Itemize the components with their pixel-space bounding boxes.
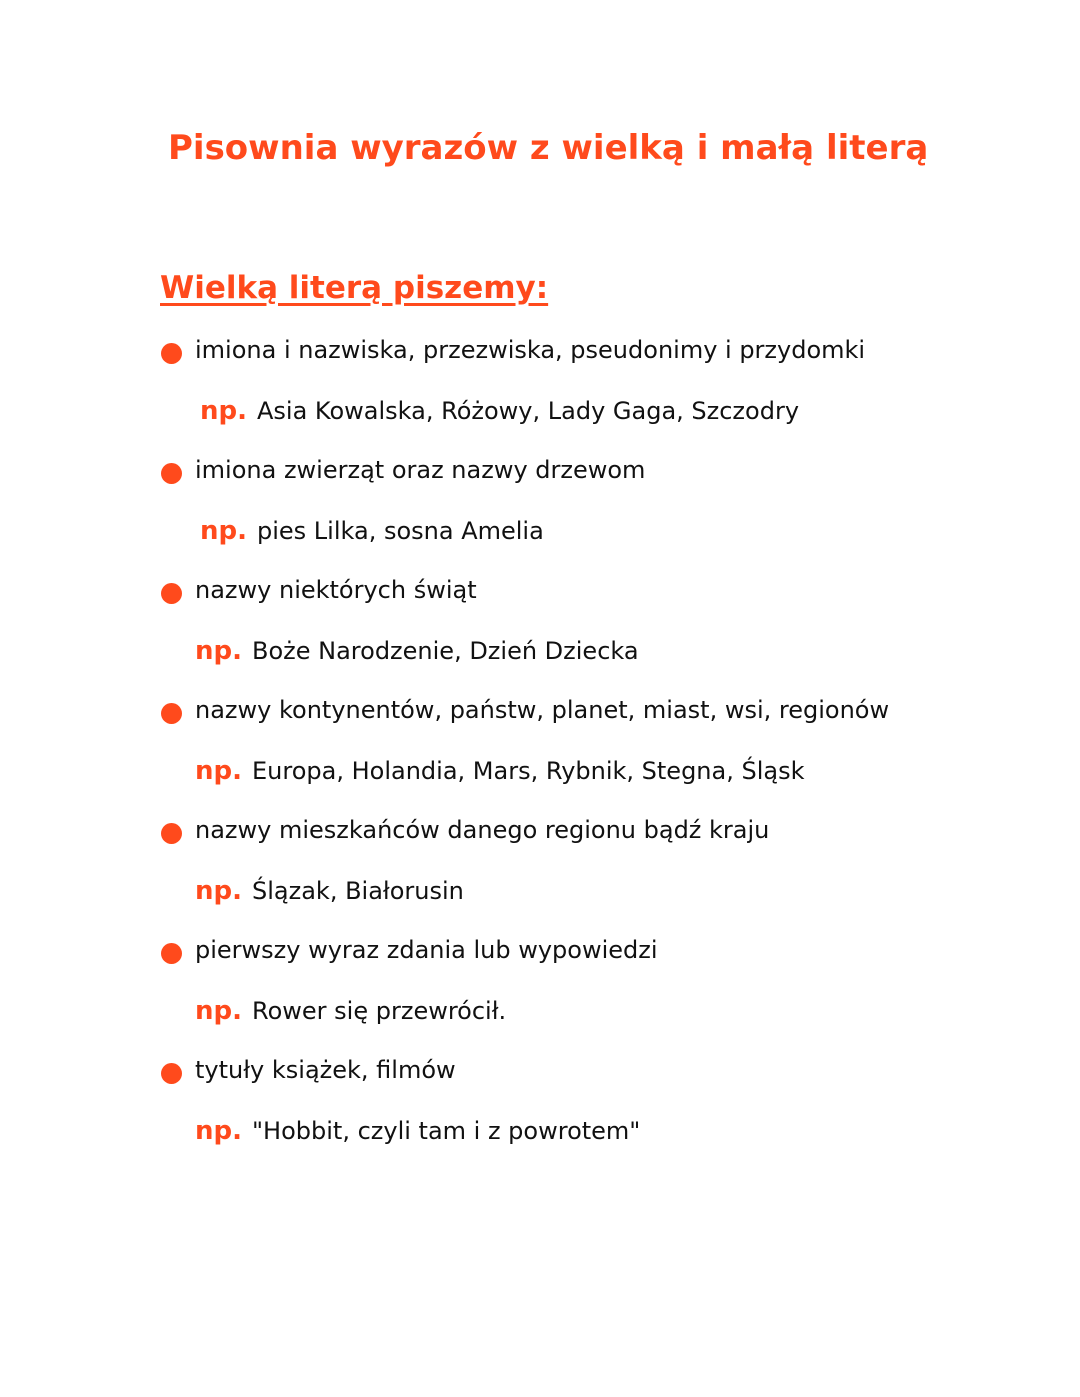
example-text: Rower się przewrócił. xyxy=(252,997,507,1025)
rule-text: imiona zwierząt oraz nazwy drzewom xyxy=(195,456,646,484)
example-line xyxy=(195,756,805,786)
page-title: Pisownia wyrazów z wielką i małą literą xyxy=(168,128,929,168)
example-prefix: np. xyxy=(195,1116,242,1146)
bullet-dot-icon xyxy=(161,703,182,724)
rule-text: tytuły książek, filmów xyxy=(195,1056,456,1084)
example-text: Boże Narodzenie, Dzień Dziecka xyxy=(252,637,639,665)
bullet-dot-icon xyxy=(161,943,182,964)
rule-text: nazwy niektórych świąt xyxy=(195,576,477,604)
example-text: Europa, Holandia, Mars, Rybnik, Stegna, Śląsk xyxy=(252,757,805,785)
rule-text: pierwszy wyraz zdania lub wypowiedzi xyxy=(195,936,658,964)
example-line xyxy=(200,516,544,546)
example-text: Asia Kowalska, Różowy, Lady Gaga, Szczodry xyxy=(257,397,800,425)
bullet-dot-icon xyxy=(161,823,182,844)
example-text: pies Lilka, sosna Amelia xyxy=(257,517,544,545)
example-line xyxy=(195,636,639,666)
bullet-dot-icon xyxy=(161,1063,182,1084)
rule-text: nazwy mieszkańców danego regionu bądź kraju xyxy=(195,816,770,844)
bullet-dot-icon xyxy=(161,343,182,364)
example-line xyxy=(195,996,506,1026)
bullet-dot-icon xyxy=(161,583,182,604)
example-text: Ślązak, Białorusin xyxy=(252,877,464,905)
example-line xyxy=(195,876,464,906)
example-prefix: np. xyxy=(195,996,242,1026)
bullet-dot-icon xyxy=(161,463,182,484)
rule-text: imiona i nazwiska, przezwiska, pseudonimy i przydomki xyxy=(195,336,866,364)
example-line xyxy=(195,1116,640,1146)
example-text: "Hobbit, czyli tam i z powrotem" xyxy=(252,1117,641,1145)
rule-text: nazwy kontynentów, państw, planet, miast, wsi, regionów xyxy=(195,696,890,724)
example-prefix: np. xyxy=(195,756,242,786)
example-prefix: np. xyxy=(200,516,247,546)
section-heading: Wielką literą piszemy: xyxy=(160,270,549,306)
example-prefix: np. xyxy=(200,396,247,426)
example-prefix: np. xyxy=(195,876,242,906)
example-line xyxy=(200,396,799,426)
example-prefix: np. xyxy=(195,636,242,666)
